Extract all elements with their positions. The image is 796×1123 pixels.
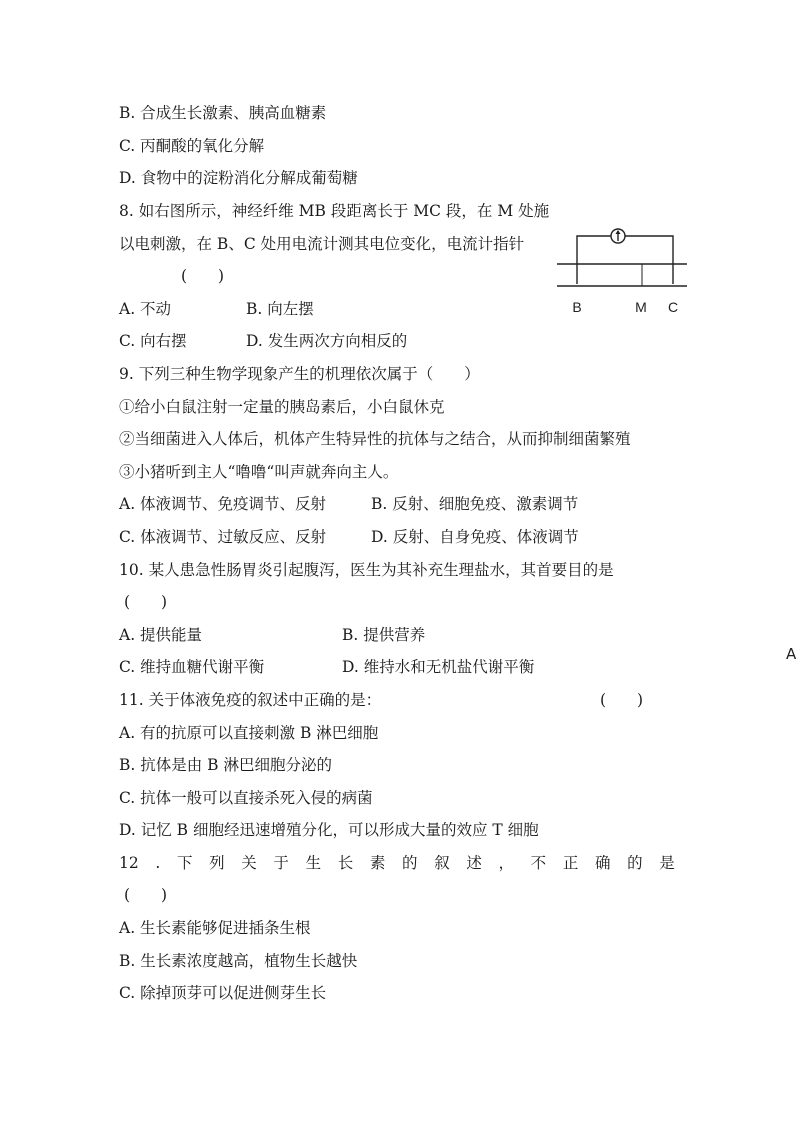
q9-item-1: ①给小白鼠注射一定量的胰岛素后，小白鼠休克: [119, 398, 445, 416]
q11-option-c: C. 抗体一般可以直接杀死入侵的病菌: [119, 789, 373, 807]
q12-stem-char: 的: [402, 854, 418, 872]
q10-option-a: A. 提供能量: [119, 626, 203, 644]
q10-option-c: C. 维持血糖代谢平衡: [119, 658, 265, 676]
q11-stem: 11. 关于体液免疫的叙述中正确的是：: [119, 691, 382, 709]
q12-stem-char: 生: [305, 854, 322, 872]
q9-option-a: A. 体液调节、免疫调节、反射: [119, 495, 327, 513]
q10-answer-blank: ( ): [124, 593, 168, 611]
q9-item-2: ②当细菌进入人体后，机体产生特异性的抗体与之结合，从而抑制细菌繁殖: [119, 430, 631, 448]
label-m: M: [635, 299, 647, 315]
q9-item-3: ③小猪听到主人“噜噜“叫声就奔向主人。: [119, 463, 399, 481]
margin-mark: A: [786, 645, 796, 663]
q12-stem-char: 的: [627, 854, 643, 872]
q10-option-b: B. 提供营养: [342, 626, 426, 644]
q8-answer-blank: ( ): [181, 267, 225, 285]
q12-stem-char: 述: [466, 854, 482, 872]
q12-stem-char: 是: [659, 854, 675, 872]
q7-option-c: C. 丙酮酸的氧化分解: [119, 137, 265, 155]
label-c: C: [667, 299, 679, 315]
q12-stem-char: 下: [176, 854, 193, 872]
q8-option-b: B. 向左摆: [246, 300, 314, 318]
galvanometer-wire: [577, 236, 673, 284]
q11-option-a: A. 有的抗原可以直接刺激 B 淋巴细胞: [119, 724, 379, 742]
q9-option-c: C. 体液调节、过敏反应、反射: [119, 528, 327, 546]
nerve-fiber-diagram: [555, 222, 695, 318]
q12-stem-char: .: [155, 854, 161, 872]
q7-option-d: D. 食物中的淀粉消化分解成葡萄糖: [119, 169, 358, 187]
q12-stem-char: 叙: [434, 854, 450, 872]
q12-option-a: A. 生长素能够促进插条生根: [119, 919, 311, 937]
q12-stem-char: 长: [337, 854, 354, 872]
q9-stem: 9. 下列三种生物学现象产生的机理依次属于（ ）: [119, 365, 480, 383]
q11-answer-blank: ( ): [600, 691, 644, 709]
q9-option-b: B. 反射、细胞免疫、激素调节: [371, 495, 579, 513]
q12-answer-blank: ( ): [124, 886, 168, 904]
q12-stem-char: 列: [209, 854, 225, 872]
q10-option-d: D. 维持水和无机盐代谢平衡: [342, 658, 535, 676]
q9-option-d: D. 反射、自身免疫、体液调节: [371, 528, 579, 546]
q12-stem-char: 12: [119, 854, 139, 872]
q11-option-d: D. 记忆 B 细胞经迅速增殖分化，可以形成大量的效应 T 细胞: [119, 821, 539, 839]
q12-option-c: C. 除掉顶芽可以促进侧芽生长: [119, 984, 327, 1002]
q12-option-b: B. 生长素浓度越高，植物生长越快: [119, 952, 358, 970]
q11-option-b: B. 抗体是由 B 淋巴细胞分泌的: [119, 756, 332, 774]
q12-stem-char: 正: [562, 854, 579, 872]
q10-stem: 10. 某人患急性肠胃炎引起腹泻，医生为其补充生理盐水，其首要目的是: [119, 561, 614, 579]
q8-option-d: D. 发生两次方向相反的: [246, 332, 408, 350]
label-b: B: [572, 299, 582, 315]
q12-stem-char: 不: [530, 854, 547, 872]
q12-stem-char: 确: [594, 854, 611, 872]
q12-stem-char: 于: [273, 854, 289, 872]
q8-stem-line1: 8. 如右图所示，神经纤维 MB 段距离长于 MC 段，在 M 处施: [119, 202, 550, 220]
q7-option-b: B. 合成生长激素、胰高血糖素: [119, 104, 327, 122]
q12-stem-char: ，: [498, 854, 515, 872]
q12-stem: [119, 853, 675, 873]
q8-option-c: C. 向右摆: [119, 332, 187, 350]
q12-stem-char: 关: [241, 854, 257, 872]
q8-option-a: A. 不动: [119, 300, 172, 318]
q8-stem-line2: 以电刺激，在 B、C 处用电流计测其电位变化，电流计指针: [119, 235, 525, 253]
q12-stem-char: 素: [369, 854, 386, 872]
